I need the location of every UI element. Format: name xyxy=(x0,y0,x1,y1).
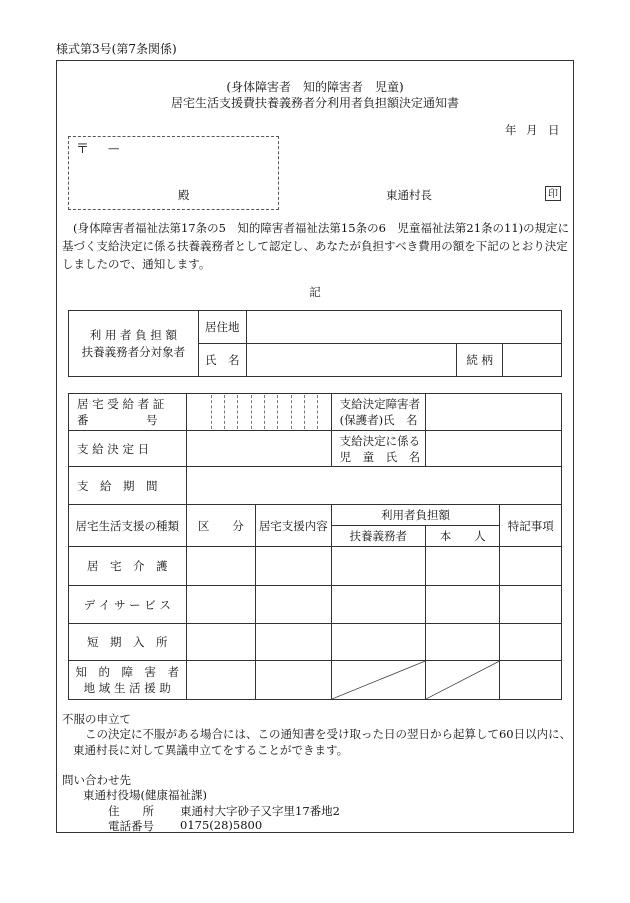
subject-header-line1: 利 用 者 負 担 額 xyxy=(89,327,177,342)
self-amount-cell[interactable] xyxy=(425,624,500,661)
service-type-label: 居 宅 介 護 xyxy=(69,547,187,586)
content-cell[interactable] xyxy=(256,661,332,700)
objection-text-line: 東通村長に対して異議申立てをすることができます。 xyxy=(73,743,349,757)
service-type-label: 短 期 入 所 xyxy=(69,624,187,661)
col-header-class: 区 分 xyxy=(186,505,255,547)
recipient-honorific: 殿 xyxy=(178,188,190,202)
objection-text-line: この決定に不服がある場合には、この通知書を受け取った日の翌日から起算して60日以内に、 xyxy=(85,727,572,741)
issuer-name: 東通村長 xyxy=(386,188,432,202)
relation-value-cell[interactable] xyxy=(503,344,562,377)
col-header-burden: 利用者負担額 xyxy=(331,505,500,526)
body-text-line: しましたので、通知します。 xyxy=(62,257,211,271)
title-subject-line: (身体障害者 知的障害者 児童) xyxy=(226,80,404,94)
body-text-line: 基づく支給決定に係る扶養義務者として認定し、あなたが負担すべき費用の額を下記のとおり決定 xyxy=(62,239,568,253)
service-type-label: デ イ サ ー ビ ス xyxy=(69,586,187,624)
disabled-name-line2: (保護者)氏 名 xyxy=(339,413,418,427)
table-row xyxy=(69,586,562,624)
content-cell[interactable] xyxy=(256,586,332,624)
class-cell[interactable] xyxy=(186,547,255,586)
contact-address-label: 住 所 xyxy=(108,804,154,818)
guardian-amount-cell[interactable] xyxy=(331,624,425,661)
period-value-cell[interactable] xyxy=(186,467,561,505)
postal-code-dash: — xyxy=(108,141,120,155)
child-name-label-cell xyxy=(331,431,425,467)
child-name-line2: 児 童 氏 名 xyxy=(339,449,421,464)
name-value-cell[interactable] xyxy=(246,344,457,377)
form-number-label: 様式第3号(第7条関係) xyxy=(56,42,177,56)
guardian-amount-cell-struck xyxy=(331,661,425,700)
contact-tel-label: 電話番号 xyxy=(108,819,154,833)
name-label-cell: 氏 名 xyxy=(198,344,246,377)
table-row xyxy=(69,661,562,700)
contact-address-value: 東通村大字砂子又字里17番地2 xyxy=(180,804,340,818)
ki-heading: 記 xyxy=(309,285,321,299)
decision-date-label-cell: 支 給 決 定 日 xyxy=(69,431,187,467)
contact-tel-value: 0175(28)5800 xyxy=(180,818,263,832)
notes-cell[interactable] xyxy=(500,547,562,586)
content-cell[interactable] xyxy=(256,624,332,661)
class-cell[interactable] xyxy=(186,624,255,661)
guardian-amount-cell[interactable] xyxy=(331,547,425,586)
class-cell[interactable] xyxy=(186,661,255,700)
address-value-cell[interactable] xyxy=(246,311,561,344)
col-header-guardian: 扶養義務者 xyxy=(331,526,425,547)
period-label-cell: 支 給 期 間 xyxy=(69,467,187,505)
contact-heading: 問い合わせ先 xyxy=(62,773,131,787)
child-name-value-cell[interactable] xyxy=(425,431,561,467)
self-amount-cell[interactable] xyxy=(425,586,500,624)
col-header-type: 居宅生活支援の種類 xyxy=(69,505,187,547)
contact-office: 東通村役場(健康福祉課) xyxy=(83,788,207,802)
table-row xyxy=(69,547,562,586)
certificate-label-line1: 居 宅 受 給 者 証 xyxy=(77,397,165,411)
col-header-self: 本 人 xyxy=(425,526,500,547)
diagonal-strike xyxy=(332,661,425,699)
col-header-content: 居宅支援内容 xyxy=(256,505,332,547)
service-type-label-line2: 地 域 生 活 援 助 xyxy=(83,681,171,695)
notes-cell[interactable] xyxy=(500,624,562,661)
subject-header-line2: 扶養義務者分対象者 xyxy=(81,344,186,359)
postal-mark: 〒 xyxy=(76,142,90,157)
table-row xyxy=(69,624,562,661)
objection-heading: 不服の申立て xyxy=(62,712,131,726)
self-amount-cell[interactable] xyxy=(425,547,500,586)
date-day-label: 日 xyxy=(548,123,560,137)
benefit-table xyxy=(68,393,562,700)
subject-table xyxy=(68,310,562,377)
relation-label-cell: 続 柄 xyxy=(457,344,503,377)
disabled-person-name-value-cell[interactable] xyxy=(425,394,561,431)
seal-stamp-box: 印 xyxy=(545,186,561,201)
class-cell[interactable] xyxy=(186,586,255,624)
self-amount-cell-struck xyxy=(425,661,500,700)
col-header-notes: 特記事項 xyxy=(500,505,562,547)
date-year-label: 年 xyxy=(505,123,517,137)
content-cell[interactable] xyxy=(256,547,332,586)
certificate-number-label-cell xyxy=(69,394,187,431)
disabled-name-line1: 支給決定障害者 xyxy=(339,397,421,411)
certificate-number-digit-cells[interactable] xyxy=(186,394,331,431)
service-type-label xyxy=(69,661,187,700)
body-text-line: (身体障害者福祉法第17条の5 知的障害者福祉法第15条の6 児童福祉法第21条の11)の規定に xyxy=(73,221,570,235)
address-label-cell: 居住地 xyxy=(198,311,246,344)
document-title: 居宅生活支援費扶養義務者分利用者負担額決定通知書 xyxy=(170,96,459,110)
date-month-label: 月 xyxy=(526,123,538,137)
recipient-address-box xyxy=(68,136,279,210)
child-name-line1: 支給決定に係る xyxy=(339,433,421,448)
service-type-label-line1: 知 的 障 害 者 xyxy=(75,665,180,679)
guardian-amount-cell[interactable] xyxy=(331,586,425,624)
diagonal-strike xyxy=(426,661,500,699)
subject-header-cell xyxy=(69,311,199,377)
decision-date-value-cell[interactable] xyxy=(186,431,331,467)
notes-cell[interactable] xyxy=(500,661,562,700)
disabled-person-name-label-cell xyxy=(331,394,425,431)
certificate-label-line2: 番 号 xyxy=(77,413,158,427)
notes-cell[interactable] xyxy=(500,586,562,624)
